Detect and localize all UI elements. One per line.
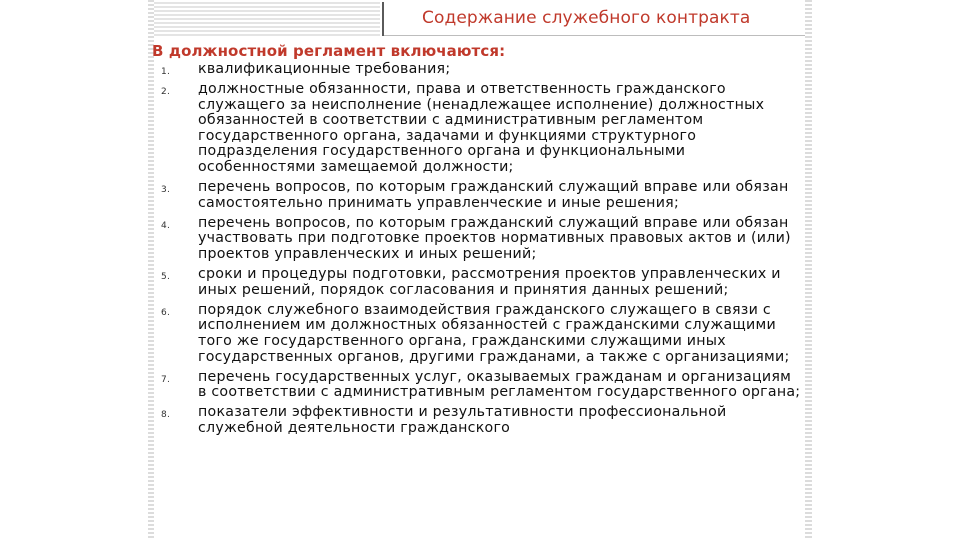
- item-text: сроки и процедуры подготовки, рассмотрения проектов управленческих и иных решений, порядок согласования и принятия данных решений;: [198, 266, 781, 298]
- item-number: 8.: [161, 410, 171, 421]
- section-heading: В должностной регламент включаются:: [152, 42, 506, 60]
- list-item: [152, 370, 802, 401]
- item-text: перечень вопросов, по которым гражданский служащий вправе или обязан участвовать при подготовке проектов нормативных правовых актов и (или) проектов управленческих и иных решений;: [198, 214, 791, 263]
- item-number: 3.: [161, 185, 171, 196]
- right-decorative-stripe: [805, 0, 812, 540]
- item-text: порядок служебного взаимодействия гражданского служащего в связи с исполнением им должностных обязанностей с гражданскими служащими того же государственного органа, гражданскими служащими иных государственных органов, другими гражданами, а также с организациями;: [198, 301, 790, 365]
- list-item: [152, 405, 802, 436]
- item-number: 2.: [161, 87, 171, 98]
- item-text: должностные обязанности, права и ответственность гражданского служащего за неисполнение (ненадлежащее исполнение) должностных обязанностей в соответствии с административным регламентом государственного органа, задачами и функциями структурного подразделения государственного органа и функциональными особенностями замещаемой должности;: [198, 81, 765, 176]
- list-item: [152, 216, 802, 263]
- item-number: 1.: [161, 67, 171, 77]
- list-item: [152, 180, 802, 211]
- item-number: 4.: [161, 220, 171, 231]
- title-band: [154, 2, 380, 36]
- item-number: 6.: [161, 307, 171, 318]
- item-number: 7.: [161, 374, 171, 385]
- list-item: [152, 267, 802, 298]
- title-divider: [382, 2, 384, 36]
- item-number: 5.: [161, 272, 171, 283]
- list-item: [152, 62, 802, 78]
- item-text: перечень вопросов, по которым гражданский служащий вправе или обязан самостоятельно принимать управленческие и иные решения;: [198, 179, 789, 211]
- list-item: [152, 303, 802, 365]
- title-underline: [384, 35, 805, 36]
- slide-title: Содержание служебного контракта: [422, 8, 751, 28]
- item-text: перечень государственных услуг, оказываемых гражданам и организациям в соответствии с административным регламентом государственного органа;: [198, 368, 801, 401]
- item-text: квалификационные требования;: [198, 61, 451, 77]
- regulation-items-list: [152, 62, 802, 441]
- list-item: [152, 82, 802, 176]
- item-text: показатели эффективности и результативности профессиональной служебной деятельности гражданского: [198, 404, 727, 436]
